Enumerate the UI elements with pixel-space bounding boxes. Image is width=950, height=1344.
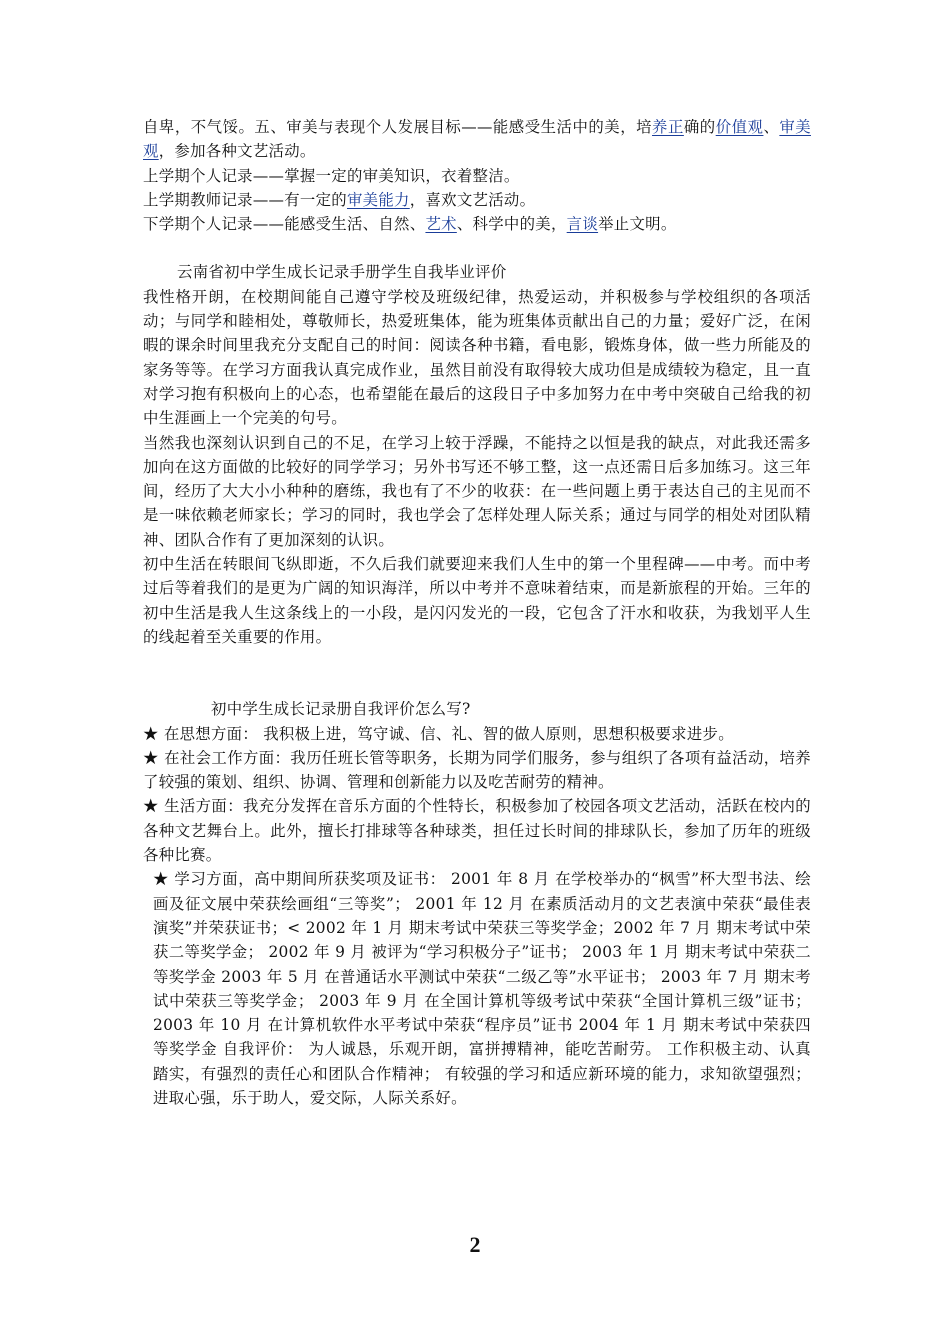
aesthetic-goal-line xyxy=(143,115,811,164)
star-item: ★ 学习方面，高中期间所获奖项及证书： 2001 年 8 月 在学校举办的“枫雪”杯大型书法、绘画及征文展中荣获绘画组“三等奖”； 2001 年 12 月 在素质活动月的文艺表演中荣获“最佳表演奖”并荣获证书；< 2002 年 1 月 期末考试中荣获三等奖学金；2002 年 7 月 期末考试中荣获二等奖学金； 2002 年 9 月 被评为“学习积极分子”证书； 2003 年 1 月 期末考试中荣获二等奖学金 2003 年 5 月 在普通话水平测试中荣获“二级乙等”水平证书； 2003 年 7 月 期末考试中荣获三等奖学金； 2003 年 9 月 在全国计算机等级考试中荣获“全国计算机三级”证书； 2003 年 10 月 在计算机软件水平考试中荣获“程序员”证书 2004 年 1 月 期末考试中荣获四等奖学金 自我评价： 为人诚恳，乐观开朗，富拼搏精神，能吃苦耐劳。 工作积极主动、认真踏实，有强烈的责任心和团队合作精神； 有较强的学习和适应新环境的能力，求知欲望强烈； 进取心强，乐于助人，爱交际，人际关系好。 xyxy=(153,870,811,1107)
self-evaluation-heading: 初中学生成长记录册自我评价怎么写? xyxy=(211,700,471,719)
text-run: 下学期个人记录——能感受生活、自然、 xyxy=(143,215,426,234)
link-aesthetic-ability[interactable]: 审美能力 xyxy=(346,190,410,209)
link-value-view[interactable]: 价值观 xyxy=(715,118,764,136)
evaluation-paragraph: 初中生活在转眼间飞纵即逝，不久后我们就要迎来我们人生中的第一个里程碑——中考。而中考过后等着我们的是更为广阔的知识海洋，所以中考并不意味着结束，而是新旅程的开始。三年的初中生活是我人生这条线上的一小段，是闪闪发光的一段，它包含了汗水和收获，为我划平人生的线起着至关重要的作用。 xyxy=(143,555,811,646)
text-run: 、 xyxy=(763,118,780,136)
text-run: ，参加各种文艺活动。 xyxy=(158,142,316,161)
page-number: 2 xyxy=(469,1232,481,1257)
star-item: ★ 在社会工作方面：我历任班长管等职务，长期为同学们服务，参与组织了各项有益活动，培养了较强的策划、组织、协调、管理和创新能力以及吃苦耐劳的精神。 xyxy=(143,748,811,792)
graduation-evaluation-heading: 云南省初中学生成长记录手册学生自我毕业评价 xyxy=(177,263,507,282)
semester1-teacher-record xyxy=(143,188,811,212)
evaluation-paragraph: 我性格开朗，在校期间能自己遵守学校及班级纪律，热爱运动，并积极参与学校组织的各项活动；与同学和睦相处，尊敬师长，热爱班集体，能为班集体贡献出自己的力量；爱好广泛，在闲暇的课余时间里我充分支配自己的时间：阅读各种书籍，看电影，锻炼身体，做一些力所能及的家务等等。在学习方面我认真完成作业，虽然目前没有取得较大成功但是成绩较为稳定，且一直对学习抱有积极向上的心态，也希望能在最后的这段日子中多加努力在中考中突破自己给我的初中生涯画上一个完美的句号。 xyxy=(143,287,811,428)
star-item: ★ 生活方面：我充分发挥在音乐方面的个性特长，积极参加了校园各项文艺活动，活跃在校内的各种文艺舞台上。此外，擅长打排球等各种球类，担任过长时间的排球队长，参加了历年的班级各种比赛。 xyxy=(143,797,811,865)
link-speech[interactable]: 言谈 xyxy=(566,215,599,234)
text-run: 确的 xyxy=(683,118,716,136)
link-art[interactable]: 艺术 xyxy=(425,215,457,234)
text-run: 上学期教师记录——有一定的 xyxy=(143,190,347,209)
evaluation-paragraph: 当然我也深刻认识到自己的不足，在学习上较于浮躁，不能持之以恒是我的缺点，对此我还需多加向在这方面做的比较好的同学学习；另外书写还不够工整，这一点还需日后多加练习。这三年间，经历了大大小小种种的磨练，我也有了不少的收获：在一些问题上勇于表达自己的主见而不是一味依赖老师家长；学习的同时，我也学会了怎样处理人际关系；通过与同学的相处对团队精神、团队合作有了更加深刻的认识。 xyxy=(143,433,811,549)
spacer xyxy=(143,236,811,260)
star-item: ★ 在思想方面： 我积极上进，笃守诚、信、礼、智的做人原则，思想积极要求进步。 xyxy=(143,724,734,743)
text-run: ，喜欢文艺活动。 xyxy=(409,190,536,209)
text-run: 自卑，不气馁。五、审美与表现个人发展目标——能感受生活中的美，培 xyxy=(143,118,653,136)
document-body xyxy=(143,115,811,1110)
spacer xyxy=(143,649,811,697)
text-run: 举止文明。 xyxy=(598,215,677,234)
semester2-personal-record xyxy=(143,212,811,236)
semester1-personal-record: 上学期个人记录——掌握一定的审美知识，衣着整洁。 xyxy=(143,166,520,185)
link-aesthetic-view[interactable]: 审美观 xyxy=(143,118,811,161)
link-yangzheng[interactable]: 养正 xyxy=(652,118,684,136)
text-run: 、科学中的美， xyxy=(456,215,567,234)
